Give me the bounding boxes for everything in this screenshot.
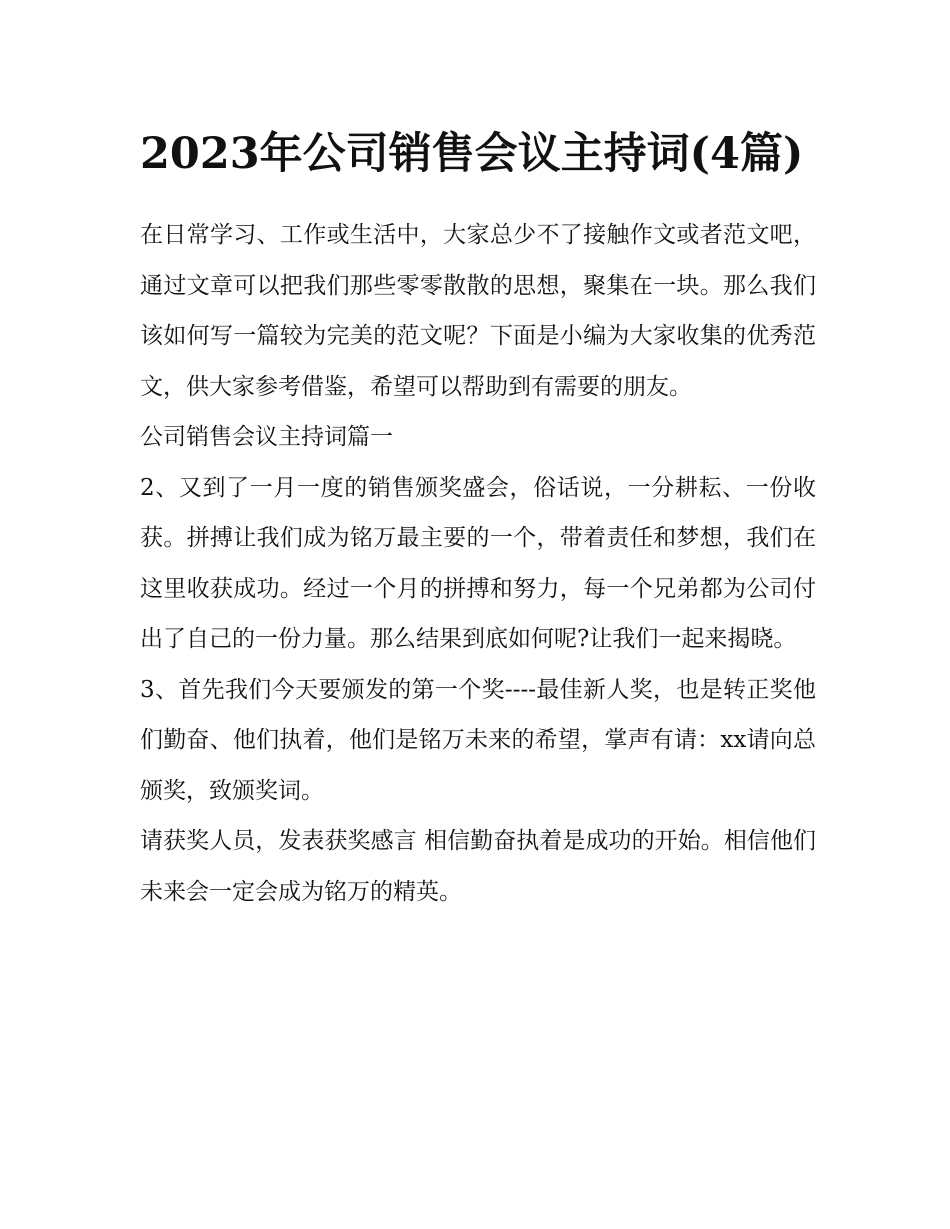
document-title: 2023年公司销售会议主持词(4篇) — [140, 129, 804, 179]
document-body — [140, 210, 816, 917]
body-paragraph: 3、首先我们今天要颁发的第一个奖----最佳新人奖，也是转正奖他们勤奋、他们执着，他们是铭万未来的希望，掌声有请：xx请向总颁奖，致颁奖词。 — [140, 676, 816, 804]
body-paragraph: 2、又到了一月一度的销售颁奖盛会，俗话说，一分耕耘、一份收获。拼搏让我们成为铭万最主要的一个，带着责任和梦想，我们在这里收获成功。经过一个月的拼搏和努力，每一个兄弟都为公司付出了自己的一份力量。那么结果到底如何呢?让我们一起来揭晓。 — [140, 474, 816, 652]
section-heading: 公司销售会议主持词篇一 — [140, 424, 393, 450]
body-paragraph: 请获奖人员，发表获奖感言 相信勤奋执着是成功的开始。相信他们未来会一定会成为铭万的精英。 — [140, 828, 816, 905]
document-page — [140, 118, 816, 917]
intro-paragraph: 在日常学习、工作或生活中，大家总少不了接触作文或者范文吧，通过文章可以把我们那些零零散散的思想，聚集在一块。那么我们该如何写一篇较为完美的范文呢？下面是小编为大家收集的优秀范文，供大家参考借鉴，希望可以帮助到有需要的朋友。 — [140, 222, 816, 400]
